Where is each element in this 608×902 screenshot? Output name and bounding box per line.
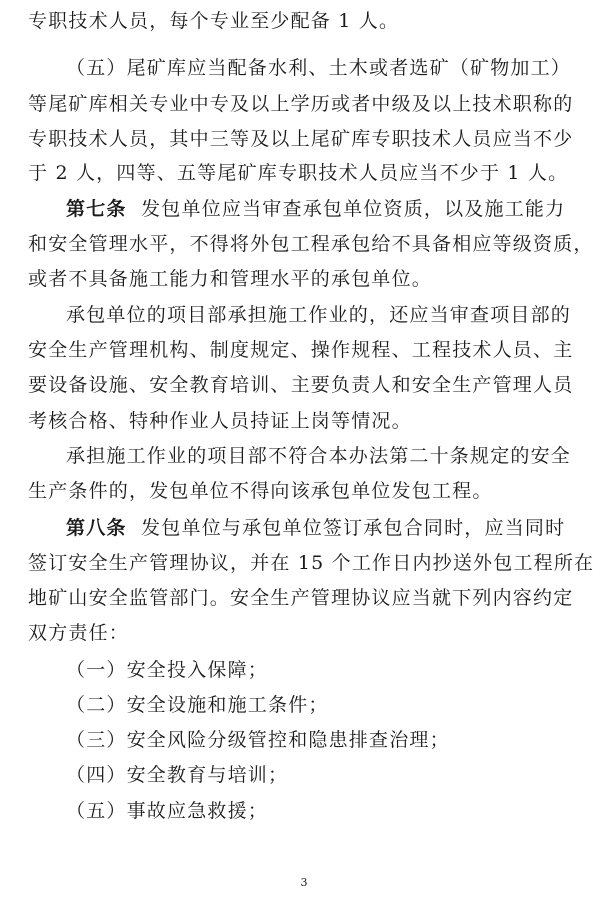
list-item: （三）安全风险分级管控和隐患排查治理； <box>66 729 450 751</box>
page-number: 3 <box>300 876 308 889</box>
article-7-heading: 第七条 <box>66 198 127 220</box>
article-7-text: 发包单位应当审查承包单位资质，以及施工能力 <box>141 198 566 220</box>
text-line: 要设备设施、安全教育培训、主要负责人和安全生产管理人员 <box>28 374 574 396</box>
list-item: （四）安全教育与培训； <box>66 764 289 786</box>
text-line: 承包单位的项目部承担施工作业的，还应当审查项目部的 <box>66 304 572 326</box>
list-item: （二）安全设施和施工条件； <box>66 694 329 716</box>
text-line: 安全生产管理机构、制度规定、操作规程、工程技术人员、主 <box>28 339 574 361</box>
text-line: 专职技术人员，其中三等及以上尾矿库专职技术人员应当不少 <box>28 128 574 150</box>
article-8-text: 发包单位与承包单位签订承包合同时，应当同时 <box>141 517 566 539</box>
text-line: 双方责任： <box>28 622 130 644</box>
text-line: 签订安全生产管理协议，并在 15 个工作日内抄送外包工程所在 <box>28 552 595 574</box>
article-8-heading: 第八条 <box>66 517 127 539</box>
text-line: 于 2 人，四等、五等尾矿库专职技术人员应当不少于 1 人。 <box>28 162 569 184</box>
text-line: 地矿山安全监管部门。安全生产管理协议应当就下列内容约定 <box>28 587 574 609</box>
text-line: 等尾矿库相关专业中专及以上学历或者中级及以上技术职称的 <box>28 93 574 115</box>
text-line: 和安全管理水平，不得将外包工程承包给不具备相应等级资质， <box>28 233 594 255</box>
text-line: 承担施工作业的项目部不符合本办法第二十条规定的安全 <box>66 445 572 467</box>
list-item: （五）事故应急救援； <box>66 800 269 822</box>
text-line: 考核合格、特种作业人员持证上岗等情况。 <box>28 410 412 432</box>
text-line: （五）尾矿库应当配备水利、土木或者选矿（矿物加工） <box>66 57 572 79</box>
article-8-first-line <box>66 515 580 541</box>
text-line: 专职技术人员，每个专业至少配备 1 人。 <box>28 10 400 32</box>
article-7-first-line <box>66 196 580 222</box>
text-line: 生产条件的，发包单位不得向该承包单位发包工程。 <box>28 480 493 502</box>
list-item: （一）安全投入保障； <box>66 659 269 681</box>
text-line: 或者不具备施工能力和管理水平的承包单位。 <box>28 268 433 290</box>
